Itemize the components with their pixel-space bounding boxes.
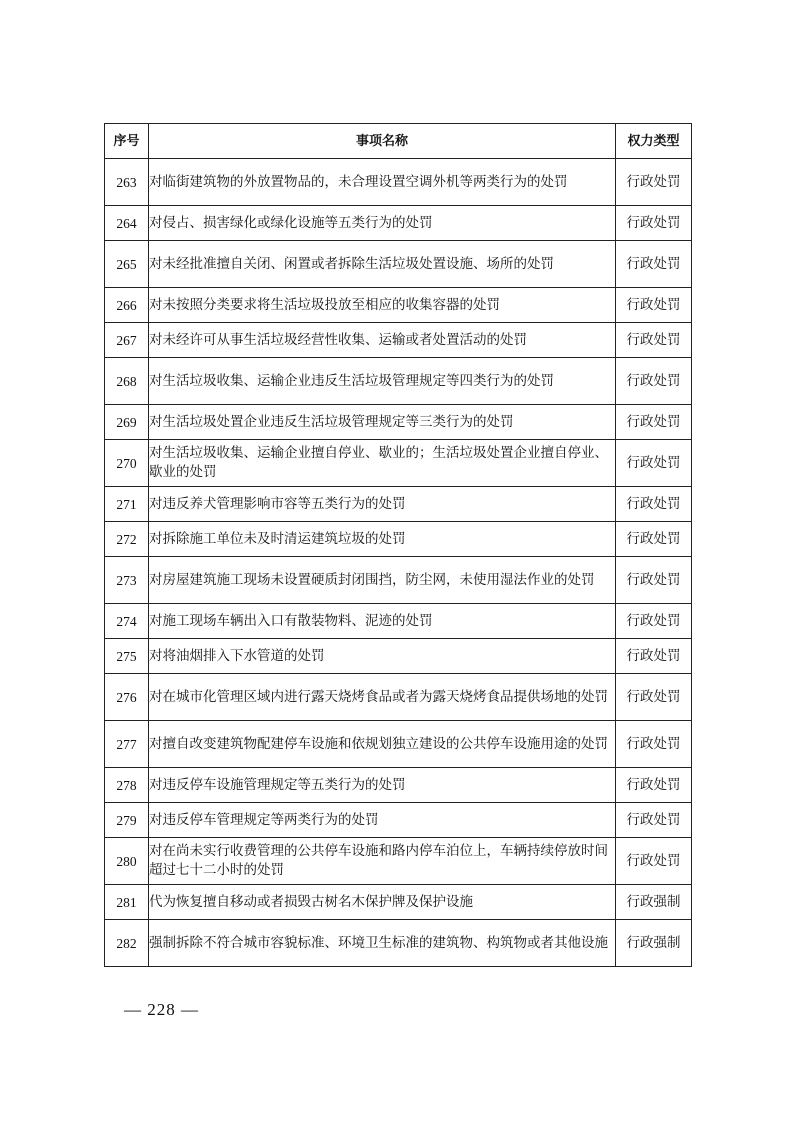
row-type: 行政强制: [616, 885, 692, 920]
row-type: 行政处罚: [616, 721, 692, 768]
row-name: 对生活垃圾处置企业违反生活垃圾管理规定等三类行为的处罚: [149, 405, 616, 440]
row-type: 行政处罚: [616, 768, 692, 803]
row-type: 行政处罚: [616, 323, 692, 358]
row-num: 266: [105, 288, 149, 323]
row-name: 对临街建筑物的外放置物品的，未合理设置空调外机等两类行为的处罚: [149, 159, 616, 206]
row-num: 272: [105, 522, 149, 557]
row-name: 对违反停车设施管理规定等五类行为的处罚: [149, 768, 616, 803]
table-row: [105, 768, 692, 803]
table-row: [105, 323, 692, 358]
row-name: 强制拆除不符合城市容貌标准、环境卫生标准的建筑物、构筑物或者其他设施: [149, 920, 616, 967]
header-num: 序号: [105, 124, 149, 159]
row-type: 行政处罚: [616, 159, 692, 206]
header-name: 事项名称: [149, 124, 616, 159]
row-type: 行政处罚: [616, 241, 692, 288]
row-num: 273: [105, 557, 149, 604]
row-name: 对未经批准擅自关闭、闲置或者拆除生活垃圾处置设施、场所的处罚: [149, 241, 616, 288]
row-type: 行政处罚: [616, 604, 692, 639]
row-name: 对将油烟排入下水管道的处罚: [149, 639, 616, 674]
row-type: 行政处罚: [616, 206, 692, 241]
table-row: [105, 721, 692, 768]
row-num: 277: [105, 721, 149, 768]
row-type: 行政处罚: [616, 674, 692, 721]
row-name: 对生活垃圾收集、运输企业擅自停业、歇业的；生活垃圾处置企业擅自停业、歇业的处罚: [149, 440, 616, 487]
row-type: 行政处罚: [616, 838, 692, 885]
table-row: [105, 803, 692, 838]
row-type: 行政处罚: [616, 440, 692, 487]
row-num: 275: [105, 639, 149, 674]
table-row: [105, 674, 692, 721]
table-row: [105, 522, 692, 557]
row-name: 对擅自改变建筑物配建停车设施和依规划独立建设的公共停车设施用途的处罚: [149, 721, 616, 768]
table-row: [105, 639, 692, 674]
table-row: [105, 920, 692, 967]
table-row: [105, 440, 692, 487]
table-row: [105, 288, 692, 323]
row-name: 对生活垃圾收集、运输企业违反生活垃圾管理规定等四类行为的处罚: [149, 358, 616, 405]
row-num: 268: [105, 358, 149, 405]
table-row: [105, 487, 692, 522]
row-name: 对在城市化管理区域内进行露天烧烤食品或者为露天烧烤食品提供场地的处罚: [149, 674, 616, 721]
row-type: 行政处罚: [616, 557, 692, 604]
row-name: 对在尚未实行收费管理的公共停车设施和路内停车泊位上，车辆持续停放时间超过七十二小时的处罚: [149, 838, 616, 885]
row-name: 对侵占、损害绿化或绿化设施等五类行为的处罚: [149, 206, 616, 241]
row-name: 对施工现场车辆出入口有散装物料、泥迹的处罚: [149, 604, 616, 639]
row-num: 267: [105, 323, 149, 358]
row-num: 274: [105, 604, 149, 639]
table-row: [105, 159, 692, 206]
row-type: 行政处罚: [616, 522, 692, 557]
row-num: 280: [105, 838, 149, 885]
row-type: 行政强制: [616, 920, 692, 967]
row-name: 对拆除施工单位未及时清运建筑垃圾的处罚: [149, 522, 616, 557]
row-name: 代为恢复擅自移动或者损毁古树名木保护牌及保护设施: [149, 885, 616, 920]
table-row: [105, 604, 692, 639]
row-name: 对违反停车管理规定等两类行为的处罚: [149, 803, 616, 838]
table-row: [105, 241, 692, 288]
row-num: 263: [105, 159, 149, 206]
row-num: 264: [105, 206, 149, 241]
row-type: 行政处罚: [616, 288, 692, 323]
row-name: 对违反养犬管理影响市容等五类行为的处罚: [149, 487, 616, 522]
row-type: 行政处罚: [616, 405, 692, 440]
page-number: — 228 —: [124, 1000, 199, 1019]
powers-table: [104, 123, 692, 967]
header-type: 权力类型: [616, 124, 692, 159]
row-num: 270: [105, 440, 149, 487]
row-type: 行政处罚: [616, 803, 692, 838]
table-row: [105, 206, 692, 241]
row-name: 对未经许可从事生活垃圾经营性收集、运输或者处置活动的处罚: [149, 323, 616, 358]
row-type: 行政处罚: [616, 487, 692, 522]
row-num: 276: [105, 674, 149, 721]
table-row: [105, 838, 692, 885]
row-num: 282: [105, 920, 149, 967]
table-row: [105, 405, 692, 440]
row-num: 269: [105, 405, 149, 440]
row-name: 对未按照分类要求将生活垃圾投放至相应的收集容器的处罚: [149, 288, 616, 323]
table-row: [105, 557, 692, 604]
table-row: [105, 358, 692, 405]
header-row: [105, 124, 692, 159]
table-row: [105, 885, 692, 920]
row-name: 对房屋建筑施工现场未设置硬质封闭围挡，防尘网，未使用湿法作业的处罚: [149, 557, 616, 604]
row-num: 278: [105, 768, 149, 803]
row-num: 279: [105, 803, 149, 838]
row-num: 271: [105, 487, 149, 522]
row-type: 行政处罚: [616, 358, 692, 405]
row-num: 265: [105, 241, 149, 288]
row-type: 行政处罚: [616, 639, 692, 674]
row-num: 281: [105, 885, 149, 920]
